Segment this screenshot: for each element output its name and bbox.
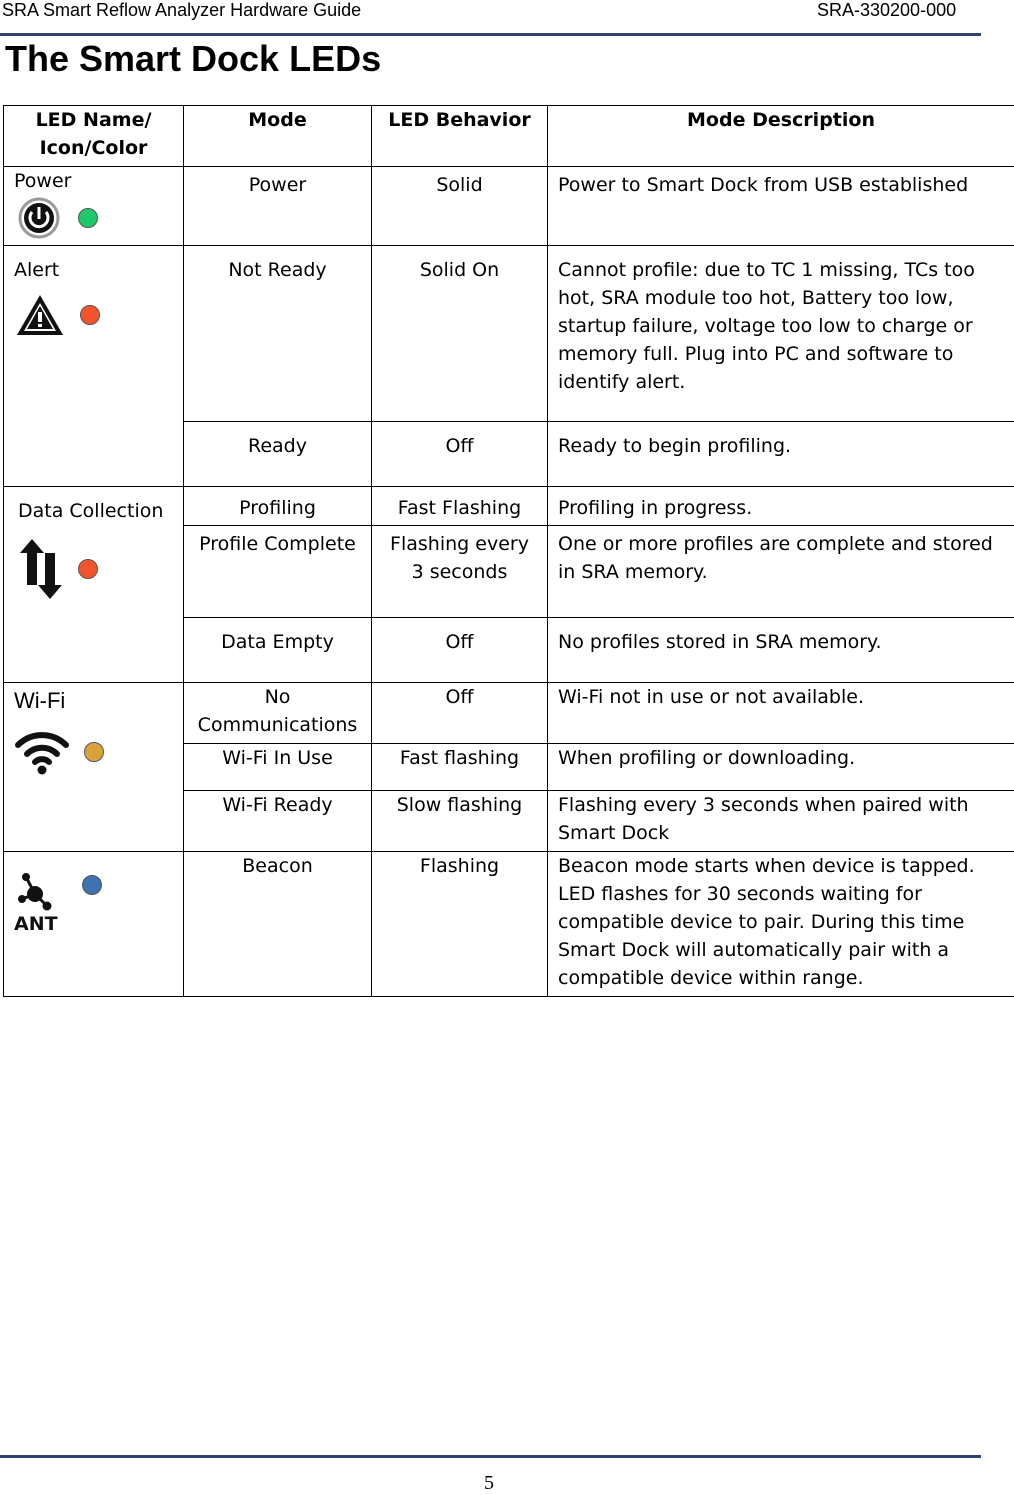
header-rule	[0, 33, 981, 36]
mode-cell: Beacon	[184, 852, 372, 997]
led-name: Alert	[14, 256, 173, 284]
column-header: Mode	[184, 106, 372, 167]
mode-cell: Data Empty	[184, 618, 372, 683]
description-cell: Flashing every 3 seconds when paired with Smart Dock	[548, 791, 1014, 852]
behavior-cell: Off	[372, 683, 548, 744]
behavior-cell: Fast Flashing	[372, 487, 548, 526]
description-cell: Cannot profile: due to TC 1 missing, TCs too hot, SRA module too hot, Battery too low, startup failure, voltage too low to charge or memory full. Plug into PC and software to identify alert.	[548, 246, 1014, 422]
behavior-cell: Solid On	[372, 246, 548, 422]
led-name-cell	[4, 683, 184, 852]
behavior-cell: Slow flashing	[372, 791, 548, 852]
led-indicator	[84, 742, 104, 762]
behavior-cell: Flashing every 3 seconds	[372, 526, 548, 618]
table-row	[4, 167, 1014, 246]
ant-icon-label: ANT	[14, 913, 58, 932]
table-row	[4, 683, 1014, 744]
led-name-cell	[4, 167, 184, 246]
mode-cell: Power	[184, 167, 372, 246]
behavior-cell: Off	[372, 618, 548, 683]
header-doc-number: SRA-330200-000	[817, 0, 956, 21]
ant-icon	[14, 872, 72, 932]
mode-cell: Profile Complete	[184, 526, 372, 618]
mode-cell: Not Ready	[184, 246, 372, 422]
description-cell: No profiles stored in SRA memory.	[548, 618, 1014, 683]
led-indicator	[78, 559, 98, 579]
footer-rule	[0, 1455, 981, 1458]
page-title: The Smart Dock LEDs	[5, 38, 381, 80]
description-cell: Ready to begin profiling.	[548, 422, 1014, 487]
page-number: 5	[484, 1472, 494, 1495]
table-row	[4, 852, 1014, 997]
table-row	[4, 246, 1014, 422]
mode-cell: Ready	[184, 422, 372, 487]
mode-cell: No Communications	[184, 683, 372, 744]
behavior-cell: Fast flashing	[372, 744, 548, 791]
description-cell: One or more profiles are complete and stored in SRA memory.	[548, 526, 1014, 618]
led-name: Power	[14, 171, 173, 191]
led-indicator	[82, 875, 102, 895]
description-cell: Beacon mode starts when device is tapped. LED flashes for 30 seconds waiting for compatible device to pair. During this time Smart Dock will automatically pair with a compatible device within range.	[548, 852, 1014, 997]
mode-cell: Profiling	[184, 487, 372, 526]
led-name: Wi-Fi	[14, 687, 173, 715]
led-table	[3, 105, 1014, 997]
wifi-icon	[14, 729, 70, 775]
led-name: Data Collection	[18, 497, 173, 525]
behavior-cell: Solid	[372, 167, 548, 246]
description-cell: Profiling in progress.	[548, 487, 1014, 526]
description-cell: Wi-Fi not in use or not available.	[548, 683, 1014, 744]
led-indicator	[80, 305, 100, 325]
description-cell: Power to Smart Dock from USB established	[548, 167, 1014, 246]
column-header: LED Name/ Icon/Color	[4, 106, 184, 167]
warning-icon	[14, 292, 66, 338]
power-icon	[14, 195, 64, 241]
header-doc-title: SRA Smart Reflow Analyzer Hardware Guide	[2, 0, 361, 21]
mode-cell: Wi-Fi Ready	[184, 791, 372, 852]
column-header: Mode Description	[548, 106, 1014, 167]
led-name-cell	[4, 487, 184, 683]
table-header-row	[4, 106, 1014, 167]
up-down-arrows-icon	[18, 537, 64, 601]
led-name-cell	[4, 246, 184, 487]
description-cell: When profiling or downloading.	[548, 744, 1014, 791]
column-header: LED Behavior	[372, 106, 548, 167]
table-row	[4, 487, 1014, 526]
mode-cell: Wi-Fi In Use	[184, 744, 372, 791]
led-name-cell	[4, 852, 184, 997]
behavior-cell: Off	[372, 422, 548, 487]
led-indicator	[78, 208, 98, 228]
behavior-cell: Flashing	[372, 852, 548, 997]
